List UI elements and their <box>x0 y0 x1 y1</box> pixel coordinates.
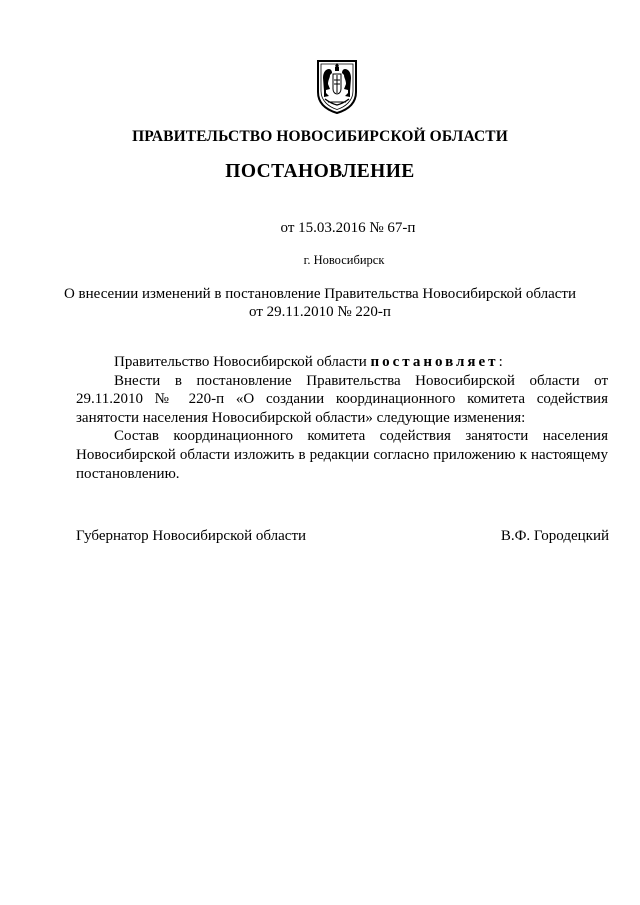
paragraph-1: Внести в постановление Правительства Новосибирской области от 29.11.2010 № 220-п «О создании координационного комитета содействия занятости населения Новосибирской области» следующие изменения: <box>76 372 608 426</box>
document-body <box>76 353 608 483</box>
city-name: г. Новосибирск <box>303 253 385 267</box>
novosibirsk-coat-of-arms-icon <box>315 58 359 114</box>
date-and-number: от 15.03.2016 № 67-п <box>280 220 416 236</box>
paragraph-2: Состав координационного комитета содействия занятости населения Новосибирской области изложить в редакции согласно приложению к настоящему постановлению. <box>76 428 608 482</box>
resolution-intro <box>76 353 608 372</box>
intro-text: Правительство Новосибирской области <box>114 354 371 370</box>
document-type-title: ПОСТАНОВЛЕНИЕ <box>225 161 415 182</box>
subject-line-1: О внесении изменений в постановление Правительства Новосибирской области <box>63 286 577 302</box>
signature-title: Губернатор Новосибирской области <box>76 528 307 544</box>
resolves-colon: : <box>498 354 503 370</box>
organization-title: ПРАВИТЕЛЬСТВО НОВОСИБИРСКОЙ ОБЛАСТИ <box>132 128 508 145</box>
signature-name: В.Ф. Городецкий <box>500 528 609 544</box>
resolves-word: постановляет <box>370 354 499 370</box>
subject-line-2: от 29.11.2010 № 220-п <box>249 304 391 320</box>
